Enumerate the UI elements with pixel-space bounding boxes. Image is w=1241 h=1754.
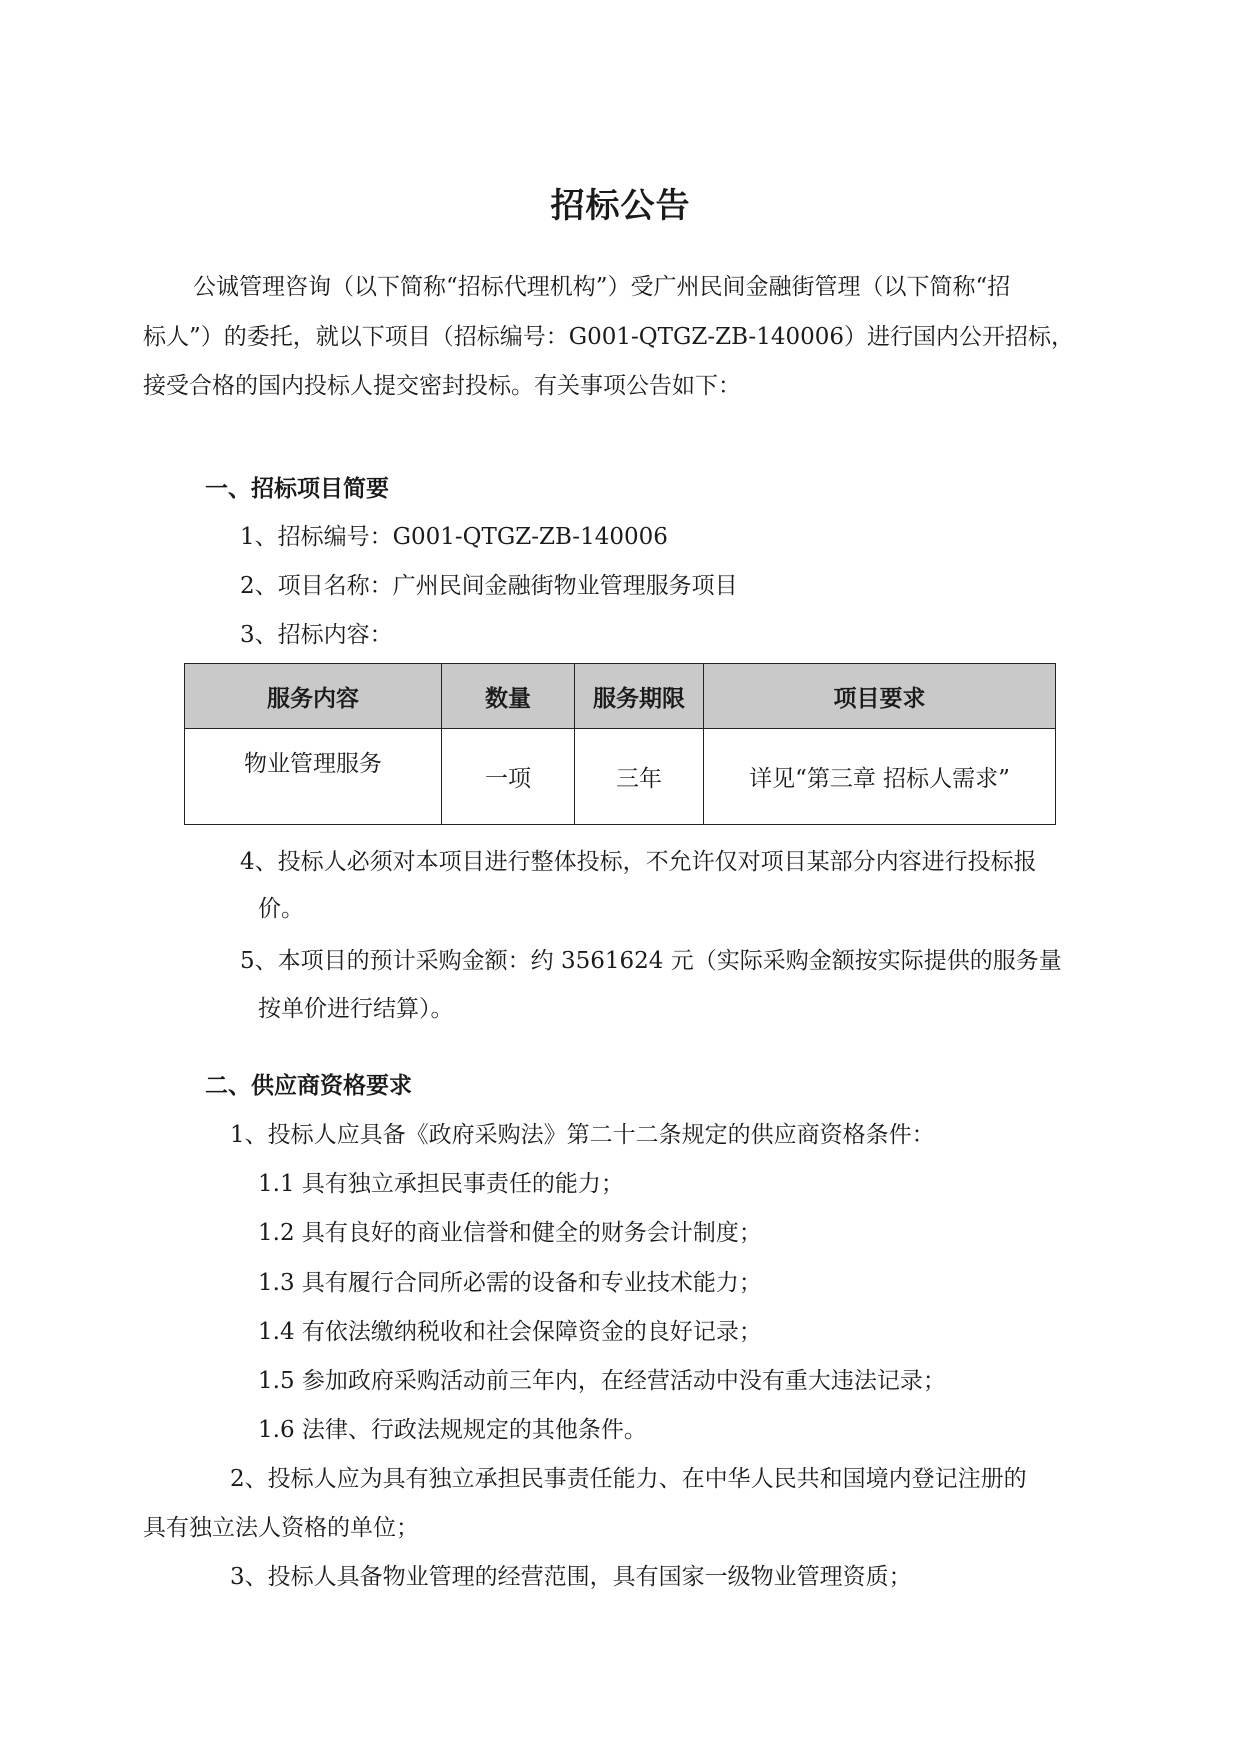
table-row (185, 729, 1056, 825)
header-requirements: 项目要求 (704, 664, 1056, 729)
req-1: 1、投标人应具备《政府采购法》第二十二条规定的供应商资格条件： (230, 1122, 935, 1148)
item-project-name: 2、项目名称：广州民间金融街物业管理服务项目 (240, 573, 738, 599)
item-budget-line-2: 按单价进行结算）。 (258, 996, 454, 1022)
cell-service-content: 物业管理服务 (185, 729, 442, 825)
item-budget-line-1: 5、本项目的预计采购金额：约 3561624 元（实际采购金额按实际提供的服务量 (240, 948, 1062, 974)
item-bid-content: 3、招标内容： (240, 622, 393, 648)
cell-service-period: 三年 (575, 729, 704, 825)
item-whole-bid-line-1: 4、投标人必须对本项目进行整体投标，不允许仅对项目某部分内容进行投标报 (240, 849, 1037, 875)
bid-content-table (184, 663, 1056, 825)
req-1-4: 1.4 有依法缴纳税收和社会保障资金的良好记录； (258, 1319, 762, 1345)
req-1-1: 1.1 具有独立承担民事责任的能力； (258, 1171, 624, 1197)
req-1-6: 1.6 法律、行政法规规定的其他条件。 (258, 1417, 647, 1443)
table-header-row (185, 664, 1056, 729)
intro-line-3: 接受合格的国内投标人提交密封投标。有关事项公告如下： (143, 373, 741, 399)
req-1-5: 1.5 参加政府采购活动前三年内，在经营活动中没有重大违法记录； (258, 1368, 946, 1394)
cell-quantity: 一项 (442, 729, 575, 825)
header-service-period: 服务期限 (575, 664, 704, 729)
intro-line-1: 公诚管理咨询（以下简称“招标代理机构”）受广州民间金融街管理（以下简称“招 (193, 274, 1011, 300)
req-1-3: 1.3 具有履行合同所必需的设备和专业技术能力； (258, 1270, 762, 1296)
page-title: 招标公告 (550, 186, 691, 226)
cell-requirements: 详见“第三章 招标人需求” (704, 729, 1056, 825)
item-bid-number: 1、招标编号：G001-QTGZ-ZB-140006 (240, 524, 668, 550)
req-3: 3、投标人具备物业管理的经营范围，具有国家一级物业管理资质； (230, 1564, 912, 1590)
req-1-2: 1.2 具有良好的商业信誉和健全的财务会计制度； (258, 1220, 762, 1246)
req-2-line-1: 2、投标人应为具有独立承担民事责任能力、在中华人民共和国境内登记注册的 (230, 1466, 1027, 1492)
section2-heading: 二、供应商资格要求 (205, 1073, 412, 1099)
intro-line-2: 标人”）的委托，就以下项目（招标编号：G001-QTGZ-ZB-140006）进行国内公开招标， (143, 324, 1075, 350)
item-whole-bid-line-2: 价。 (258, 896, 304, 922)
section1-heading: 一、招标项目简要 (205, 476, 389, 502)
header-quantity: 数量 (442, 664, 575, 729)
header-service-content: 服务内容 (185, 664, 442, 729)
req-2-line-2: 具有独立法人资格的单位； (143, 1515, 419, 1541)
